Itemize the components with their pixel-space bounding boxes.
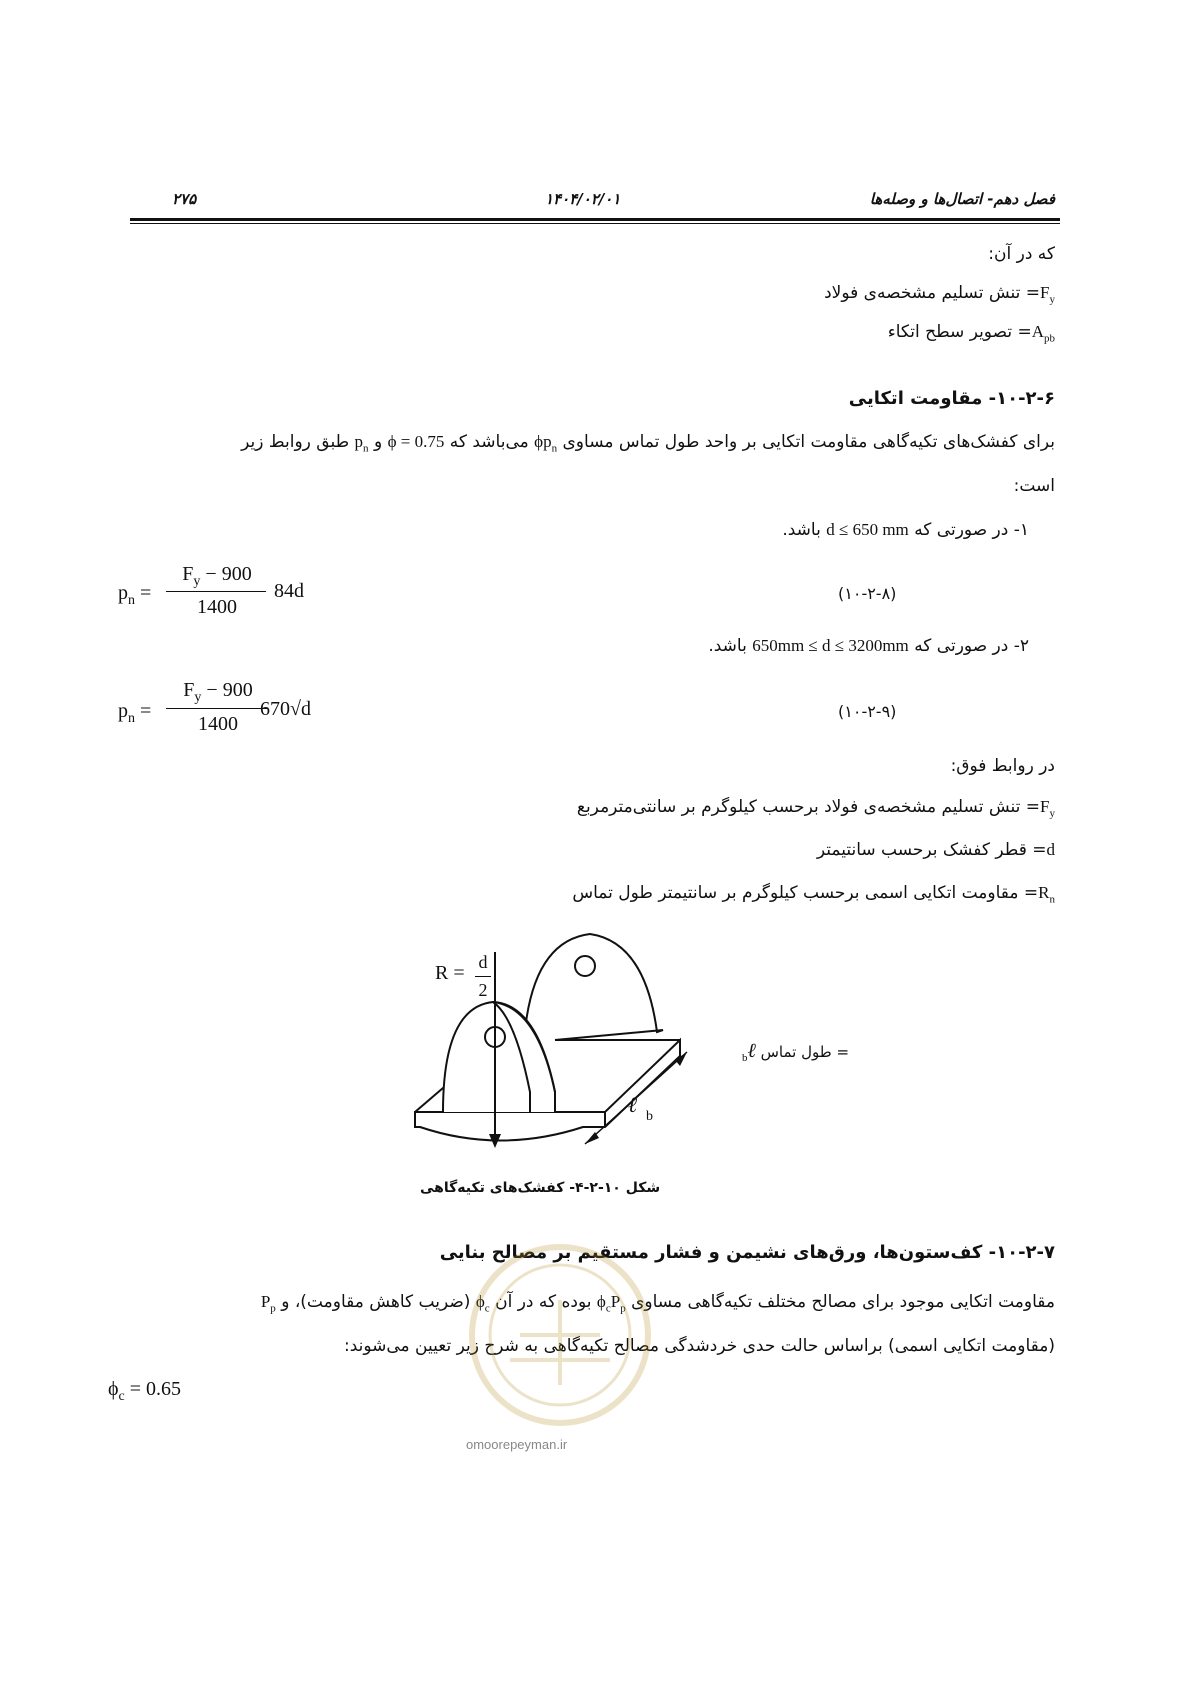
radius-label: R = [435, 962, 465, 984]
rn-definition: $R_n=$ مقاومت اتکایی اسمی برحسب کیلوگرم بر سانتیمتر طول تماس [572, 883, 1055, 906]
rear-shoe [523, 934, 663, 1064]
case-2: ۲- در صورتی که 650mm ≤ d ≤ 3200mm باشد. [708, 636, 1029, 656]
radius-fraction-bar [475, 976, 491, 977]
header-date: ۱۴۰۴/۰۲/۰۱ [545, 190, 621, 208]
radius-fraction-den: 2 [478, 980, 488, 1000]
paragraph-base-line-2: (مقاومت اتکایی اسمی) براساس حالت حدی خردشدگی مصالح تکیه‌گاهی به شرح زیر تعیین می‌شوند: [343, 1336, 1055, 1356]
radius-fraction-num: d [478, 952, 488, 972]
svg-text:ℓ: ℓ [627, 1092, 637, 1117]
where-label: که در آن: [988, 244, 1055, 264]
fy-unit-definition: $F_y=$ تنش تسلیم مشخصه‌ی فولاد برحسب کیلوگرم بر سانتی‌مترمربع [576, 797, 1055, 820]
section-heading-bearing: ۱۰-۲-۶- مقاومت اتکایی [848, 388, 1055, 409]
equation-8: $p_n$ = $F_y - 900$ 1400 84d [118, 563, 304, 618]
page-number: ۲۷۵ [172, 190, 197, 208]
equation-number-8: (۱۰-۲-۸) [838, 584, 897, 603]
paragraph-line-2: است: [1013, 476, 1055, 496]
figure-caption: شکل ۱۰-۲-۴- کفشک‌های تکیه‌گاهی [420, 1180, 661, 1196]
chapter-title: فصل دهم- اتصال‌ها و وصله‌ها [869, 190, 1055, 208]
apb-definition: $A_{pb}=$ تصویر سطح اتکاء [887, 322, 1055, 345]
fy-definition: $F_y=$ تنش تسلیم مشخصه‌ی فولاد [824, 283, 1055, 306]
watermark-url: omoorepeyman.ir [466, 1437, 568, 1452]
section-heading-base-plates: ۱۰-۲-۷- کف‌ستون‌ها، ورق‌های نشیمن و فشار مستقیم بر مصالح بنایی [439, 1242, 1055, 1263]
equation-number-9: (۱۰-۲-۹) [838, 702, 897, 721]
paragraph-base-line-1: مقاومت اتکایی موجود برای مصالح مختلف تکیه‌گاهی مساوی $\phi_cP_p$ بوده که در آن $\phi_c$ (ضریب کاهش مقاومت)، و $P_p$ [260, 1292, 1055, 1315]
equation-9: $p_n$ = $F_y - 900$ 1400 670√d [118, 679, 311, 735]
rear-shoe-hole [575, 956, 595, 976]
paragraph-line-1: برای کفشک‌های تکیه‌گاهی مقاومت اتکایی بر واحد طول تماس مساوی $\phi p_n$ می‌باشد که ϕ = 0.75 و $p_n$ طبق روابط زیر [241, 432, 1055, 455]
case-1: ۱- در صورتی که d ≤ 650 mm باشد. [782, 520, 1029, 540]
bearing-shoe-figure [405, 922, 705, 1162]
header-rule [130, 218, 1060, 221]
svg-text:b: b [646, 1109, 653, 1124]
contact-length-legend: = طول تماس ℓ$_b$ [742, 1040, 850, 1064]
watermark-seal [465, 1240, 655, 1430]
d-definition: d= قطر کفشک برحسب سانتیمتر [816, 840, 1055, 860]
header-rule-thin [130, 223, 1060, 224]
where-label-2: در روابط فوق: [950, 756, 1055, 776]
phi-c-value: $\phi_c = 0.65$ [108, 1378, 182, 1404]
